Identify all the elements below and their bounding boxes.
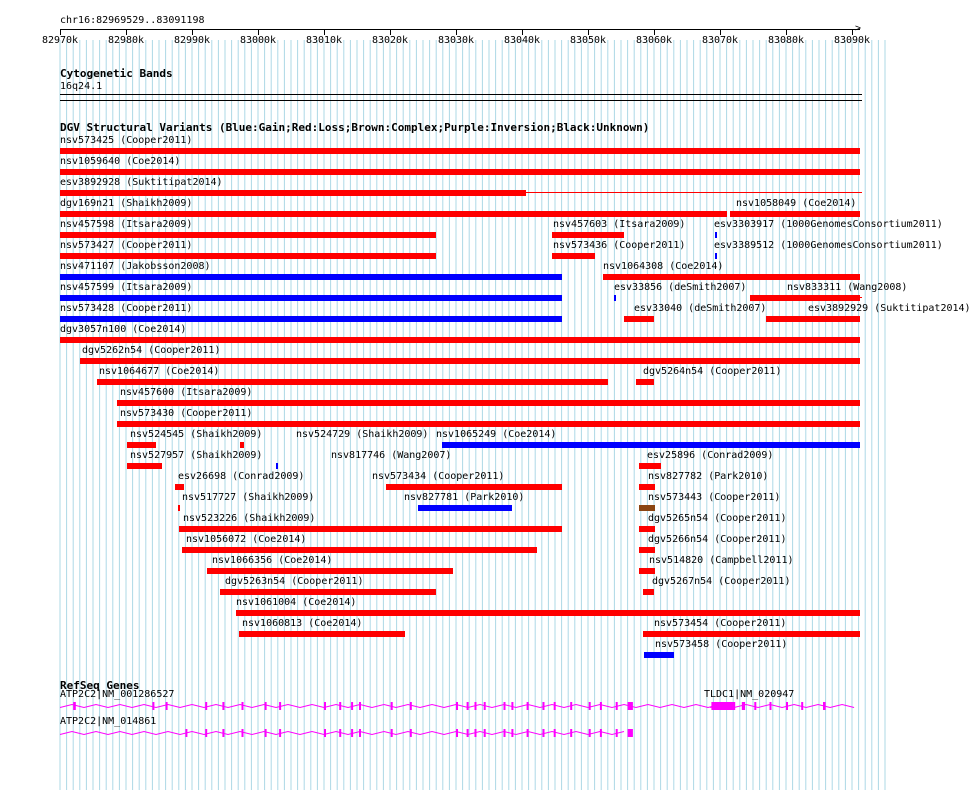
variant-label[interactable]: dgv5265n54 (Cooper2011) [648,513,787,524]
gene-exon [475,729,477,737]
variant-bar[interactable] [60,169,860,175]
variant-bar[interactable] [418,505,512,511]
axis-tick-label: 83020k [371,35,409,46]
variant-extension-line [526,192,862,193]
variant-bar[interactable] [60,148,860,154]
gene-exon [265,729,267,737]
variant-bar[interactable] [603,274,860,280]
variant-label[interactable]: nsv573443 (Cooper2011) [648,492,781,503]
gene-exon [222,702,224,710]
gene-exon [754,702,756,710]
variant-bar[interactable] [117,400,859,406]
gene-exon [527,702,529,710]
variant-label[interactable]: nsv573436 (Cooper2011) [553,240,686,251]
gene-exon [265,702,267,710]
gene-exon [152,702,154,710]
gene-exon [456,729,458,737]
variant-label[interactable]: nsv1058049 (Coe2014) [736,198,857,209]
variant-label[interactable]: dgv169n21 (Shaikh2009) [60,198,193,209]
axis-tick-label: 82990k [173,35,211,46]
variant-label[interactable]: nsv827782 (Park2010) [648,471,769,482]
ruler-arrow-icon: > [855,23,862,34]
variant-bar[interactable] [60,190,526,196]
gene-exon [511,729,513,737]
variant-bar[interactable] [639,505,655,511]
variant-label[interactable]: nsv1064308 (Coe2014) [603,261,724,272]
variant-label[interactable]: esv26698 (Conrad2009) [178,471,305,482]
variant-bar[interactable] [60,253,436,259]
variant-bar[interactable] [60,295,562,301]
variant-bar[interactable] [60,211,727,217]
variant-label[interactable]: nsv1059640 (Coe2014) [60,156,181,167]
variant-label[interactable]: nsv457599 (Itsara2009) [60,282,193,293]
gene-exon [511,702,513,710]
gene-intron-line [60,732,624,735]
variant-label[interactable]: nsv471107 (Jakobsson2008) [60,261,211,272]
gene-label[interactable]: ATP2C2|NM_014861 [60,716,157,727]
variant-bar[interactable] [639,526,655,532]
variant-bar[interactable] [386,484,562,490]
variant-label[interactable]: nsv817746 (Wang2007) [331,450,452,461]
gene-exon [324,702,326,710]
cytoband-track-title: Cytogenetic Bands [60,67,173,80]
variant-label[interactable]: nsv827781 (Park2010) [404,492,525,503]
variant-bar[interactable] [614,295,617,301]
gene-exon [339,702,341,710]
gene-exon [410,702,412,710]
variant-label[interactable]: nsv573454 (Cooper2011) [654,618,787,629]
gene-exon [628,729,633,737]
gene-exon [205,702,207,710]
variant-label[interactable]: nsv573428 (Cooper2011) [60,303,193,314]
variant-bar[interactable] [276,463,278,469]
gene-exon [351,702,353,710]
variant-label[interactable]: nsv833311 (Wang2008) [787,282,908,293]
gene-exon [527,729,529,737]
variant-label[interactable]: nsv573427 (Cooper2011) [60,240,193,251]
variant-bar[interactable] [552,232,624,238]
variant-label[interactable]: nsv524545 (Shaikh2009) [130,429,263,440]
gene-exon [205,729,207,737]
gene-exon [185,729,187,737]
axis-tick-label: 83060k [635,35,673,46]
gene-exon [543,702,545,710]
variant-label[interactable]: nsv1064677 (Coe2014) [99,366,220,377]
variant-bar[interactable] [552,253,595,259]
axis-tick-label: 82980k [107,35,145,46]
gene-label[interactable]: TLDC1|NM_020947 [704,689,795,700]
gene-exon [543,729,545,737]
gene-exon [279,702,281,710]
gene-exon [339,729,341,737]
variant-bar[interactable] [639,463,660,469]
gene-exon [570,729,572,737]
axis-tick-label: 83080k [767,35,805,46]
dgv-track-title: DGV Structural Variants (Blue:Gain;Red:Loss;Brown:Complex;Purple:Inversion;Black:Unknown) [60,121,650,134]
gene-exon [279,729,281,737]
variant-label[interactable]: dgv5267n54 (Cooper2011) [652,576,791,587]
gene-exon [484,702,486,710]
variant-label[interactable]: nsv514820 (Campbell2011) [649,555,794,566]
variant-label[interactable]: nsv573458 (Cooper2011) [655,639,788,650]
gene-exon [786,702,788,710]
variant-bar[interactable] [750,295,860,301]
variant-label[interactable]: nsv573434 (Cooper2011) [372,471,505,482]
gene-exon [324,729,326,737]
variant-label[interactable]: nsv1060813 (Coe2014) [242,618,363,629]
variant-bar[interactable] [442,442,860,448]
gene-exon [600,729,602,737]
variant-bar[interactable] [239,631,405,637]
gene-exon [166,702,168,710]
variant-label[interactable]: nsv1065249 (Coe2014) [436,429,557,440]
gene-exon [628,702,633,710]
variant-label[interactable]: nsv527957 (Shaikh2009) [130,450,263,461]
gene-exon [600,702,602,710]
variant-label[interactable]: dgv3057n100 (Coe2014) [60,324,187,335]
axis-tick-label: 83010k [305,35,343,46]
gene-exon [475,702,477,710]
variant-label[interactable]: esv3303917 (1000GenomesConsortium2011) [714,219,943,230]
cytoband-rule-bottom [60,100,862,101]
variant-label[interactable]: esv3892928 (Suktitipat2014) [60,177,223,188]
gene-exon [616,729,618,737]
region-label: chr16:82969529..83091198 [60,15,205,26]
gene-exon [554,702,556,710]
variant-label[interactable]: dgv5266n54 (Cooper2011) [648,534,787,545]
axis-tick-label: 83070k [701,35,739,46]
variant-bar[interactable] [80,358,860,364]
gene-exon [222,729,224,737]
axis-tick-label: 83000k [239,35,277,46]
variant-extension-line [860,297,862,298]
variant-bar[interactable] [175,484,184,490]
gene-exon [554,729,556,737]
variant-bar[interactable] [240,442,244,448]
gene-exon [589,729,591,737]
variant-bar[interactable] [207,568,454,574]
variant-label[interactable]: nsv523226 (Shaikh2009) [183,513,316,524]
gene-exon [467,702,469,710]
gene-exon [770,702,772,710]
gene-exon [242,729,244,737]
axis-tick-label: 83050k [569,35,607,46]
gene-exon [711,702,735,710]
cytoband-label[interactable]: 16q24.1 [60,81,103,92]
gene-exon [823,702,826,710]
variant-label[interactable]: nsv1066356 (Coe2014) [212,555,333,566]
variant-bar[interactable] [60,337,860,343]
gene-exon [242,702,244,710]
gene-label[interactable]: ATP2C2|NM_001286527 [60,689,175,700]
variant-bar[interactable] [639,484,655,490]
variant-label[interactable]: nsv457598 (Itsara2009) [60,219,193,230]
variant-label[interactable]: dgv5263n54 (Cooper2011) [225,576,364,587]
gene-exon [359,729,361,737]
variant-label[interactable]: dgv5262n54 (Cooper2011) [82,345,221,356]
variant-bar[interactable] [178,505,180,511]
variant-label[interactable]: nsv1056072 (Coe2014) [186,534,307,545]
variant-label[interactable]: nsv457603 (Itsara2009) [553,219,686,230]
variant-bar[interactable] [127,442,156,448]
axis-tick-label: 83040k [503,35,541,46]
variant-bar[interactable] [636,379,654,385]
variant-bar[interactable] [60,316,562,322]
gene-exon [742,702,745,710]
axis-tick-label: 83030k [437,35,475,46]
variant-bar[interactable] [127,463,162,469]
variant-bar[interactable] [644,652,674,658]
variant-bar[interactable] [639,547,655,553]
variant-bar[interactable] [766,316,860,322]
variant-bar[interactable] [220,589,436,595]
gene-exon [484,729,486,737]
gene-intron-line [60,705,720,708]
gene-exon [570,702,572,710]
ruler-line [60,29,860,30]
variant-bar[interactable] [715,253,717,259]
variant-label[interactable]: nsv457600 (Itsara2009) [120,387,253,398]
variant-bar[interactable] [624,316,654,322]
variant-label[interactable]: esv3389512 (1000GenomesConsortium2011) [714,240,943,251]
gene-exon [359,702,361,710]
gene-exon [589,702,591,710]
axis-tick-label: 83090k [833,35,871,46]
variant-bar[interactable] [60,274,562,280]
gene-exon [391,729,393,737]
gene-exon [391,702,393,710]
gene-exon [410,729,412,737]
variant-label[interactable]: nsv573430 (Cooper2011) [120,408,253,419]
gene-exon [616,702,618,710]
cytoband-rule-top [60,94,862,95]
variant-bar[interactable] [179,526,562,532]
gene-exon [801,702,803,710]
variant-label[interactable]: nsv524729 (Shaikh2009) [296,429,429,440]
variant-bar[interactable] [643,631,860,637]
gene-exon [351,729,353,737]
axis-tick-label: 82970k [41,35,79,46]
variant-bar[interactable] [236,610,860,616]
variant-bar[interactable] [182,547,536,553]
variant-bar[interactable] [97,379,608,385]
variant-label[interactable]: esv25896 (Conrad2009) [647,450,774,461]
variant-label[interactable]: nsv517727 (Shaikh2009) [182,492,315,503]
variant-bar[interactable] [117,421,859,427]
variant-label[interactable]: esv33040 (deSmith2007) [634,303,767,314]
variant-bar[interactable] [60,232,436,238]
variant-bar[interactable] [639,568,655,574]
variant-bar[interactable] [643,589,654,595]
variant-bar[interactable] [730,211,860,217]
variant-label[interactable]: dgv5264n54 (Cooper2011) [643,366,782,377]
gene-exon [504,729,506,737]
variant-label[interactable]: nsv573425 (Cooper2011) [60,135,193,146]
refseq-track-title: RefSeq Genes [60,679,140,692]
gene-exon [504,702,506,710]
gene-exon [456,702,458,710]
gene-exon [73,702,76,710]
variant-label[interactable]: esv33856 (deSmith2007) [614,282,747,293]
gene-exon [467,729,469,737]
variant-label[interactable]: nsv1061004 (Coe2014) [236,597,357,608]
variant-label[interactable]: esv3892929 (Suktitipat2014) [808,303,971,314]
variant-bar[interactable] [715,232,717,238]
